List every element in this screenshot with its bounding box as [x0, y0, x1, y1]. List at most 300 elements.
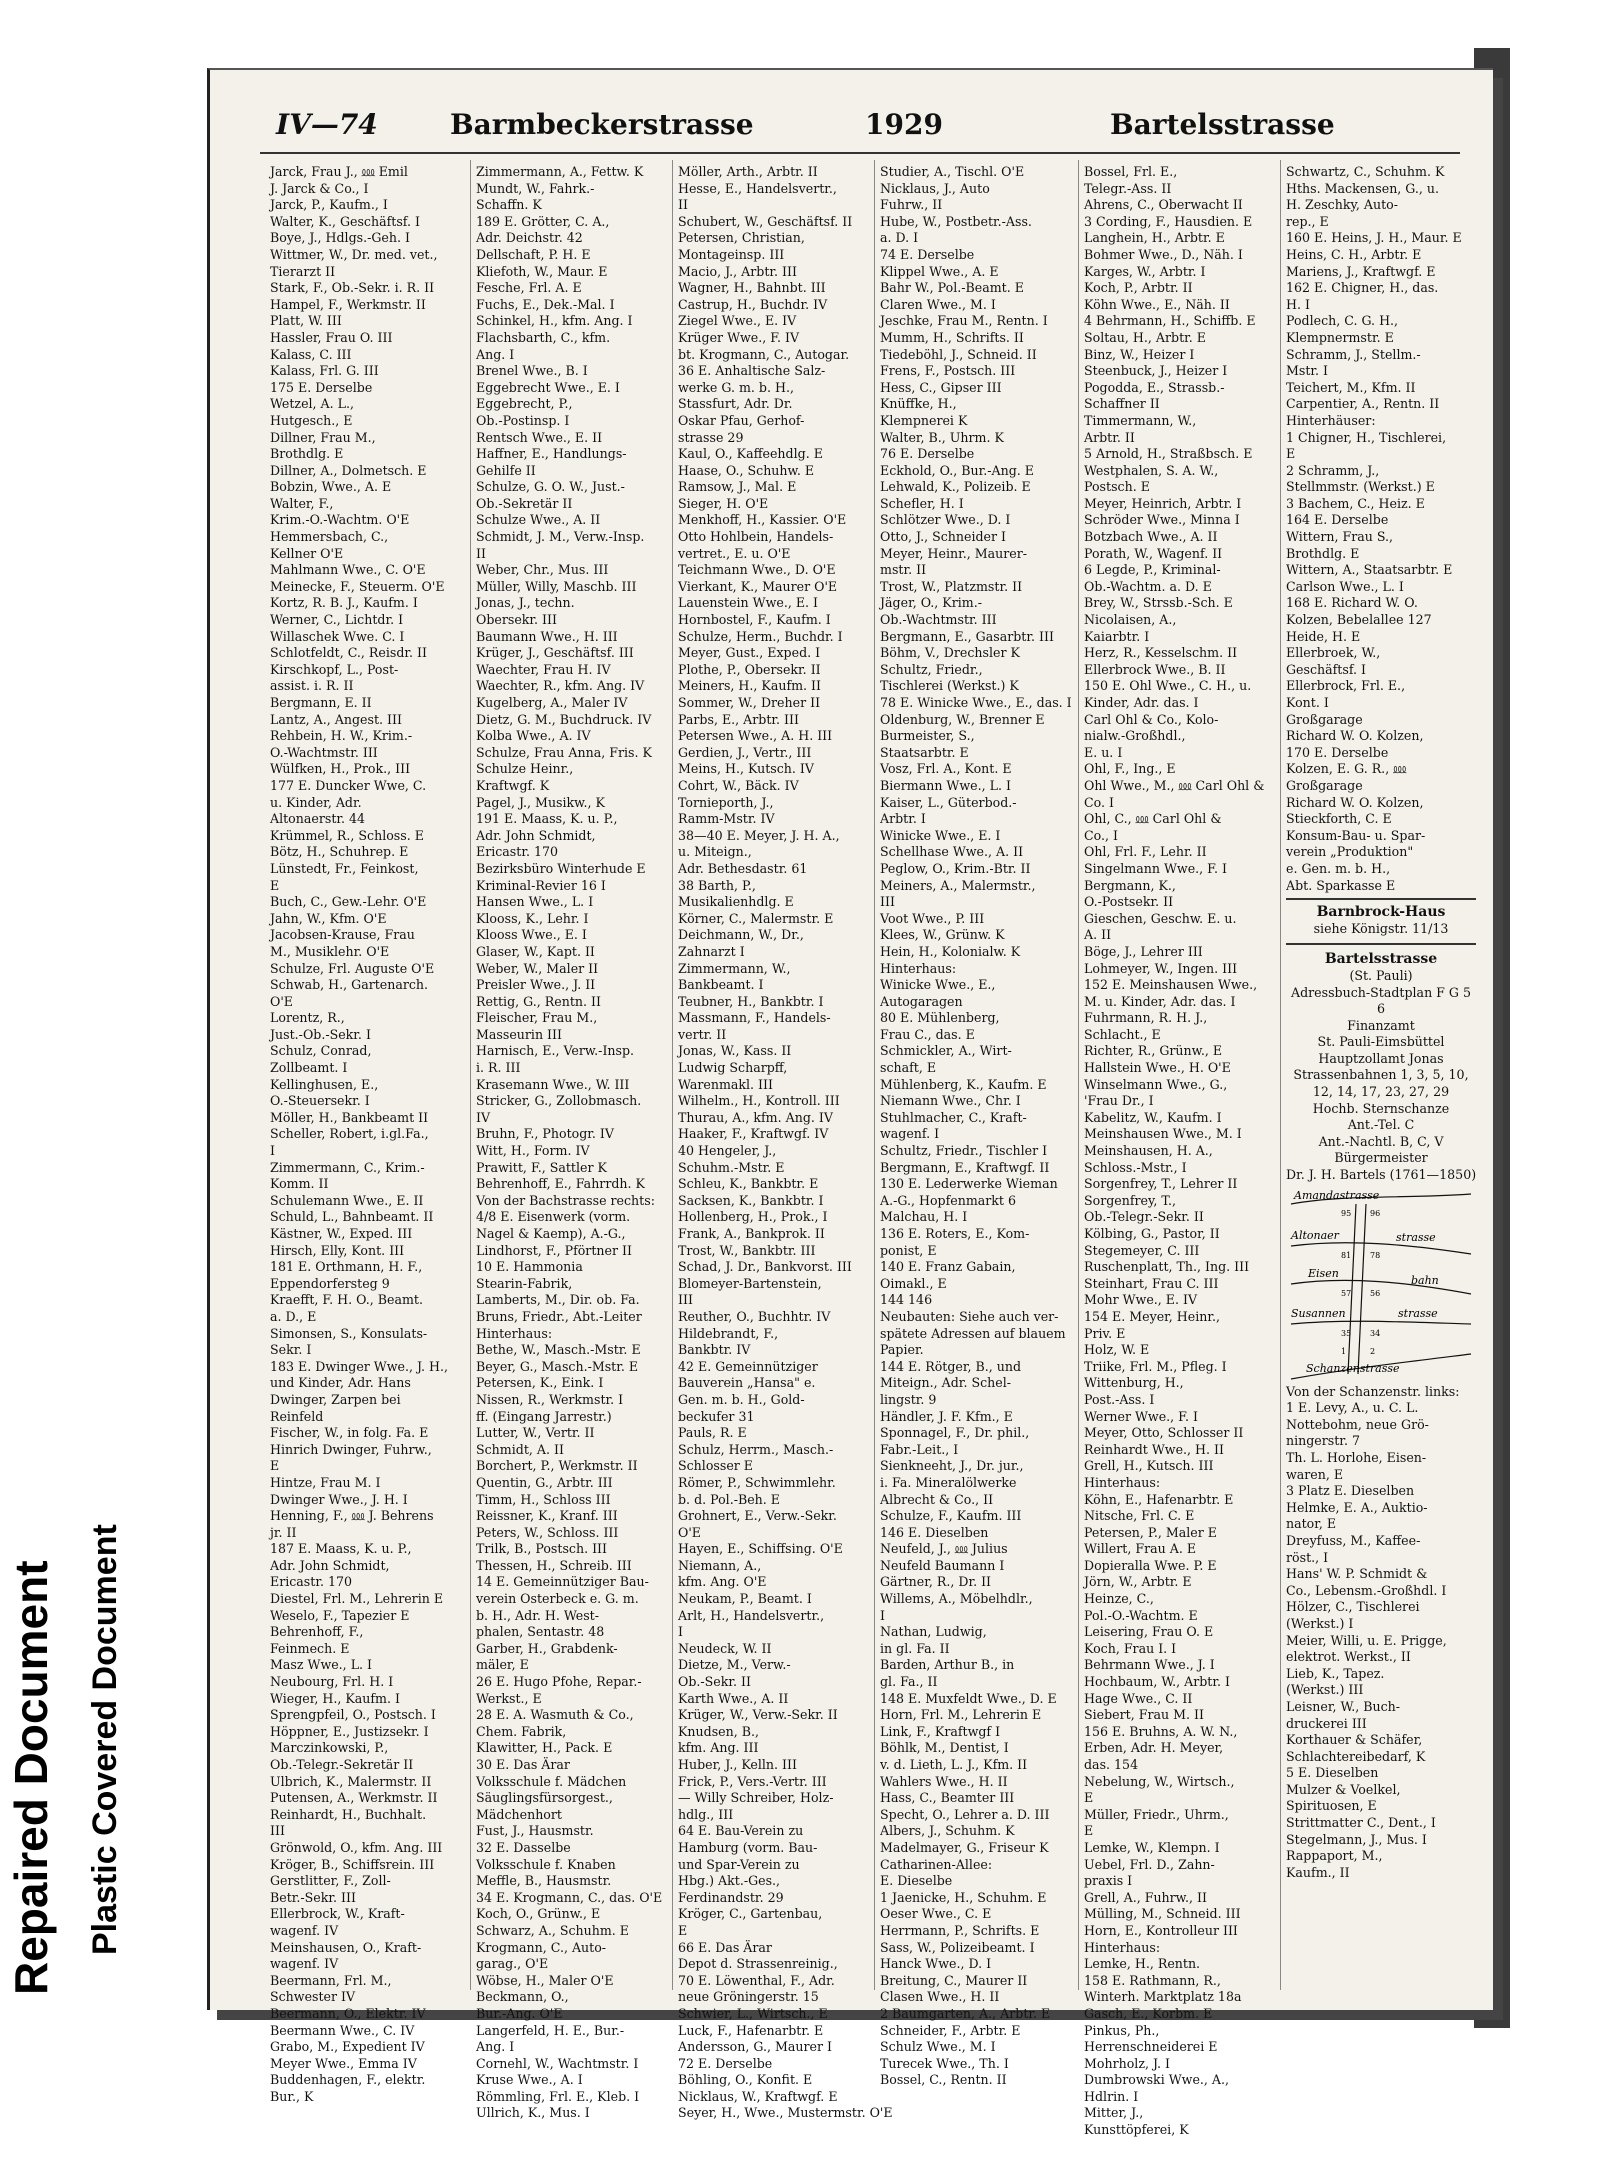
directory-entry: 34 E. Krogmann, C., das. O'E — [476, 1889, 663, 1905]
directory-entry: II — [678, 197, 688, 213]
directory-entry: Römer, P., Schwimmlehr. — [678, 1474, 836, 1490]
directory-entry: Zahnarzt I — [678, 943, 745, 959]
directory-entry: Dopieralla Wwe. P. E — [1084, 1557, 1217, 1573]
directory-entry: Oimakl., E — [880, 1275, 947, 1291]
directory-entry: Co., I — [1084, 827, 1118, 843]
directory-entry: Leisering, Frau O. E — [1084, 1624, 1214, 1640]
directory-entry: Geschäftsf. I — [1286, 661, 1367, 677]
directory-entry: Deichmann, W., Dr., — [678, 927, 804, 943]
directory-entry: Hayen, E., Schiffsing. O'E — [678, 1541, 843, 1557]
bartels-info-line: Finanzamt — [1347, 1017, 1415, 1033]
directory-entry: Dillner, A., Dolmetsch. E — [270, 462, 427, 478]
directory-entry: 150 E. Ohl Wwe., C. H., u. — [1084, 678, 1252, 694]
bartels-info-line: St. Pauli-Eimsbüttel — [1317, 1034, 1445, 1050]
directory-entry: Obersekr. III — [476, 612, 557, 628]
directory-entry: Hassler, Frau O. III — [270, 329, 393, 345]
directory-entry: Lohmeyer, W., Ingen. III — [1084, 960, 1238, 976]
directory-entry: Kalass, C. III — [270, 346, 352, 362]
directory-entry: Ahrens, C., Oberwacht II — [1084, 197, 1243, 213]
directory-entry: Behrenhoff, F., — [270, 1624, 364, 1640]
directory-entry: Feinmech. E — [270, 1640, 350, 1656]
directory-entry: Wagner, H., Bahnbt. III — [678, 280, 826, 296]
directory-entry: E — [270, 1458, 280, 1474]
directory-entry: 168 E. Richard W. O. — [1286, 595, 1418, 611]
map-number: 34 — [1370, 1328, 1381, 1338]
directory-entry: Lünstedt, Fr., Feinkost, — [270, 860, 419, 876]
directory-entry: Klippel Wwe., A. E — [880, 263, 999, 279]
directory-entry: Hampel, F., Werkmstr. II — [270, 296, 426, 312]
directory-entry: Meiners, A., Malermstr., — [880, 877, 1036, 893]
directory-entry: ponist, E — [880, 1242, 937, 1258]
directory-entry: Ohl, F., Ing., E — [1084, 761, 1176, 777]
directory-entry: nator, E — [1286, 1516, 1337, 1532]
directory-entry: I — [678, 1624, 683, 1640]
directory-entry: Meins, H., Kutsch. IV — [678, 761, 814, 777]
directory-entry: Stegelmann, J., Mus. I — [1286, 1831, 1427, 1847]
directory-entry: Hinterhäuser: — [1286, 412, 1376, 428]
map-number: 2 — [1370, 1346, 1376, 1356]
directory-entry: Wieger, H., Kaufm. I — [270, 1690, 400, 1706]
directory-entry: Köhn Wwe., E., Näh. II — [1084, 296, 1230, 312]
directory-entry: Witt, H., Form. IV — [476, 1143, 590, 1159]
bartels-info-line: Ant.-Tel. C — [1347, 1117, 1415, 1133]
directory-entry: O.-Steuersekr. I — [270, 1093, 370, 1109]
directory-entry: Tiedeböhl, J., Schneid. II — [880, 346, 1037, 362]
directory-entry: Herrenschneiderei E — [1084, 2039, 1218, 2055]
directory-entry: 40 Hengeler, J., — [678, 1143, 777, 1159]
directory-entry: 26 E. Hugo Pfohe, Repar.- — [476, 1674, 642, 1690]
directory-entry: Masseurin III — [476, 1026, 562, 1042]
directory-entry: Meyer Wwe., Emma IV — [270, 2055, 417, 2071]
directory-entry: Schwier, L., Wirtsch., E — [678, 2005, 828, 2021]
directory-entry: Meinecke, F., Steuerm. O'E — [270, 578, 445, 594]
directory-entry: a. D. I — [880, 230, 919, 246]
directory-entry: Ulbrich, K., Malermstr. II — [270, 1773, 432, 1789]
directory-entry: Wetzel, A. L., — [270, 396, 355, 412]
directory-entry: Schloss.-Mstr., I — [1084, 1159, 1187, 1175]
barnbrock-reference: siehe Königstr. 11/13 — [1313, 920, 1449, 936]
directory-entry: Arbtr. II — [1084, 429, 1135, 445]
directory-entry: Kalass, Frl. G. III — [270, 363, 379, 379]
directory-entry: Wöbse, H., Maler O'E — [476, 1972, 614, 1988]
directory-entry: Wahlers Wwe., H. II — [880, 1773, 1008, 1789]
directory-entry: H. Zeschky, Auto- — [1286, 197, 1399, 213]
directory-entry: M. u. Kinder, Adr. das. I — [1084, 993, 1236, 1009]
directory-entry: Klooss, K., Lehr. I — [476, 910, 589, 926]
directory-entry: Zimmermann, W., — [678, 960, 791, 976]
directory-entry: Kaiarbtr. I — [1084, 628, 1150, 644]
directory-entry: Grell, H., Kutsch. III — [1084, 1458, 1214, 1474]
directory-entry: Pogodda, E., Strassb.- — [1084, 379, 1225, 395]
directory-entry: Müller, Willy, Maschb. III — [476, 578, 637, 594]
directory-entry: Meinshausen, H. A., — [1084, 1143, 1213, 1159]
directory-entry: Quentin, G., Arbtr. III — [476, 1474, 613, 1490]
directory-entry: Fust, J., Hausmstr. — [476, 1823, 594, 1839]
directory-entry: Haaker, F., Kraftwgf. IV — [678, 1126, 829, 1142]
plastic-covered-label: Plastic Covered Document — [86, 1524, 124, 1955]
directory-entry: A.-G., Hopfenmarkt 6 — [880, 1192, 1017, 1208]
directory-entry: Just.-Ob.-Sekr. I — [270, 1026, 371, 1042]
directory-entry: 28 E. A. Wasmuth & Co., — [476, 1707, 634, 1723]
directory-entry: Höppner, E., Justizsekr. I — [270, 1723, 429, 1739]
header-rule — [260, 152, 1460, 154]
directory-entry: Meiners, H., Kaufm. II — [678, 678, 822, 694]
listing-column-4 — [880, 164, 1072, 2088]
directory-entry: Römmling, Frl. E., Kleb. I — [476, 2088, 640, 2104]
directory-entry: Arbtr. I — [880, 811, 926, 827]
directory-entry: Binz, W., Heizer I — [1084, 346, 1195, 362]
directory-entry: Schwab, H., Gartenarch. — [270, 977, 429, 993]
directory-entry: Stegemeyer, C. III — [1084, 1242, 1200, 1258]
directory-entry: Von der Schanzenstr. links: — [1286, 1383, 1460, 1399]
directory-entry: Carlson Wwe., L. I — [1286, 578, 1404, 594]
directory-entry: 2 Baumgarten, A., Arbtr. E — [880, 2005, 1051, 2021]
directory-entry: Wittmer, W., Dr. med. vet., — [270, 246, 438, 262]
directory-entry: Winicke Wwe., E. I — [880, 827, 1001, 843]
map-number: 78 — [1370, 1250, 1381, 1260]
directory-entry: Dietz, G. M., Buchdruck. IV — [476, 711, 652, 727]
directory-entry: Boye, J., Hdlgs.-Geh. I — [270, 230, 410, 246]
directory-entry: Andersson, G., Maurer I — [678, 2039, 832, 2055]
directory-entry: Wilhelm., H., Kontroll. III — [678, 1093, 840, 1109]
directory-entry: Hölzer, C., Tischlerei — [1286, 1599, 1420, 1615]
map-label: bahn — [1411, 1273, 1439, 1287]
bartels-info-line: 12, 14, 17, 23, 27, 29 — [1312, 1084, 1450, 1100]
bartels-info-line: Strassenbahnen 1, 3, 5, 10, — [1293, 1067, 1469, 1083]
directory-entry: Mitter, J., — [1084, 2105, 1144, 2121]
directory-entry: 136 E. Roters, E., Kom- — [880, 1226, 1030, 1241]
directory-entry: Kirschkopf, L., Post- — [270, 661, 399, 677]
bartels-info-line: Hauptzollamt Jonas — [1318, 1050, 1444, 1066]
bartels-info-line: (St. Pauli) — [1349, 967, 1413, 983]
directory-entry: Telegr.-Ass. II — [1084, 180, 1172, 196]
directory-entry: Kellinghusen, E., — [270, 1076, 379, 1092]
directory-entry: Hinterhaus: — [1084, 1939, 1161, 1955]
directory-entry: 14 E. Gemeinnütziger Bau- — [476, 1574, 649, 1590]
directory-entry: Volksschule f. Knaben — [476, 1856, 616, 1872]
barnbrock-heading: Barnbrock-Haus — [1316, 904, 1446, 921]
map-label: Altonaer — [1291, 1228, 1339, 1242]
directory-entry: Reinhardt, H., Buchhalt. — [270, 1806, 427, 1822]
directory-entry: Knudsen, B., — [678, 1723, 759, 1739]
directory-entry: III — [880, 894, 895, 910]
directory-entry: Bergmann, K., — [1084, 877, 1176, 893]
directory-entry: Hass, C., Beamter III — [880, 1790, 1015, 1806]
directory-entry: Säuglingsfürsorgest., — [476, 1790, 613, 1806]
directory-entry: Schlotfeldt, C., Reisdr. II — [270, 645, 428, 661]
directory-entry: Depot d. Strassenreinig., — [678, 1956, 838, 1972]
directory-entry: Böge, J., Lehrer III — [1084, 943, 1203, 959]
directory-entry: 72 E. Derselbe — [678, 2055, 773, 2071]
directory-entry: Heinze, C., — [1084, 1591, 1154, 1607]
directory-entry: Neubourg, Frl. H. I — [270, 1674, 394, 1690]
page-number: IV—74 — [276, 108, 378, 141]
directory-entry: Hallstein Wwe., H. O'E — [1084, 1060, 1231, 1076]
directory-entry: Jäger, O., Krim.- — [880, 595, 982, 611]
directory-entry: strasse 29 — [678, 429, 744, 445]
directory-entry: 130 E. Lederwerke Wieman — [880, 1176, 1058, 1192]
directory-entry: Schad, J. Dr., Bankvorst. III — [678, 1259, 852, 1275]
directory-entry: 175 E. Derselbe — [270, 379, 373, 395]
directory-entry: Oeser Wwe., C. E — [880, 1906, 992, 1922]
directory-entry: Staatsarbtr. E — [880, 744, 969, 760]
directory-entry: Stieckforth, C. E — [1286, 811, 1392, 827]
directory-entry: Ullrich, K., Mus. I — [476, 2105, 590, 2121]
directory-entry: Klooss Wwe., E. I — [476, 927, 587, 943]
directory-entry: Baumann Wwe., H. III — [476, 628, 618, 644]
directory-entry: Tierarzt II — [270, 263, 336, 279]
directory-entry: Ob.-Sekretär II — [476, 495, 573, 511]
directory-entry: Dumbrowski Wwe., A., — [1084, 2072, 1230, 2088]
directory-entry: Bankbtr. IV — [678, 1342, 751, 1358]
directory-entry: Adr. Bethesdastr. 61 — [678, 860, 808, 876]
directory-entry: Dillner, Frau M., — [270, 429, 376, 445]
directory-entry: Garber, H., Grabdenk- — [476, 1640, 618, 1656]
directory-entry: Grell, A., Fuhrw., II — [1084, 1889, 1207, 1905]
directory-entry: Klawitter, H., Pack. E — [476, 1740, 613, 1756]
directory-entry: Langhein, H., Arbtr. E — [1084, 230, 1225, 246]
directory-entry: Sponnagel, F., Dr. phil., — [880, 1425, 1030, 1441]
bartels-info-line: Dr. J. H. Bartels (1761—1850) — [1286, 1167, 1477, 1183]
directory-entry: Walter, K., Geschäftsf. I — [270, 213, 420, 229]
street-map-graphic — [1286, 1184, 1476, 1384]
directory-entry: Großgarage — [1286, 777, 1363, 793]
directory-entry: E — [1084, 1823, 1094, 1839]
directory-entry: Lehwald, K., Polizeib. E — [880, 479, 1031, 495]
directory-entry: Schultz, Friedr., Tischler I — [880, 1143, 1048, 1159]
directory-entry: b. H., Adr. H. West- — [476, 1607, 599, 1623]
directory-entry: Postsch. E — [1084, 479, 1150, 495]
directory-entry: assist. i. R. II — [270, 678, 354, 694]
directory-entry: Krüger Wwe., F. IV — [678, 329, 800, 345]
directory-entry: 156 E. Bruhns, A. W. N., — [1084, 1723, 1238, 1739]
directory-entry: O.-Postsekr. II — [1084, 894, 1174, 910]
map-label: Susannen — [1291, 1306, 1346, 1320]
directory-entry: Petersen Wwe., A. H. III — [678, 728, 833, 744]
directory-entry: Westphalen, S. A. W., — [1084, 462, 1219, 478]
directory-entry: Harnisch, E., Verw.-Insp. — [476, 1043, 635, 1059]
directory-entry: Hollenberg, H., Prok., I — [678, 1209, 828, 1225]
directory-entry: das. 154 — [1084, 1757, 1139, 1772]
bartels-info-line: Bürgermeister — [1334, 1150, 1428, 1166]
directory-entry: J. Jarck & Co., I — [270, 180, 369, 196]
directory-entry: Nicklaus, J., Auto — [880, 180, 990, 196]
directory-entry: Schulze, F., Kaufm. III — [880, 1508, 1022, 1524]
directory-entry: rep., E — [1286, 213, 1329, 229]
directory-entry: Stuhlmacher, C., Kraft- — [880, 1109, 1027, 1125]
directory-entry: Timmermann, W., — [1084, 412, 1197, 428]
directory-entry: Ohl Wwe., M., ⅏ Carl Ohl & — [1084, 777, 1265, 793]
map-number: 96 — [1370, 1208, 1381, 1218]
directory-entry: 76 E. Derselbe — [880, 446, 975, 462]
directory-entry: 148 E. Muxfeldt Wwe., D. E — [880, 1690, 1057, 1706]
directory-entry: Ellerbrock, Frl. E., — [1286, 678, 1406, 694]
directory-entry: Stricker, G., Zollobmasch. — [476, 1093, 642, 1109]
directory-entry: Sorgenfrey, T., — [1084, 1192, 1176, 1208]
directory-entry: Cornehl, W., Wachtmstr. I — [476, 2055, 639, 2071]
directory-entry: Schulze Heinr., — [476, 761, 574, 777]
directory-entry: Oldenburg, W., Brenner E — [880, 711, 1045, 727]
directory-entry: Buddenhagen, F., elektr. — [270, 2072, 426, 2088]
directory-entry: Jeschke, Frau M., Rentn. I — [880, 313, 1048, 329]
directory-entry: Breitung, C., Maurer II — [880, 1972, 1028, 1988]
directory-entry: Sommer, W., Dreher II — [678, 695, 821, 710]
directory-entry: Studier, A., Tischl. O'E — [880, 164, 1025, 179]
directory-entry: Ferdinandstr. 29 — [678, 1889, 784, 1905]
directory-entry: Schinkel, H., kfm. Ang. I — [476, 313, 633, 329]
directory-entry: Ziegel Wwe., E. IV — [678, 313, 797, 329]
directory-entry: Böhm, V., Drechsler K — [880, 645, 1020, 661]
directory-entry: Niemann Wwe., Chr. I — [880, 1093, 1021, 1109]
directory-entry: Hein, H., Kolonialw. K — [880, 943, 1021, 959]
directory-entry: Ruschenplatt, Th., Ing. III — [1084, 1259, 1250, 1275]
directory-entry: 38—40 E. Meyer, J. H. A., — [678, 827, 840, 843]
directory-entry: Schubert, W., Geschäftsf. II — [678, 213, 853, 229]
directory-entry: Komm. II — [270, 1176, 329, 1192]
directory-entry: Köhn, E., Hafenarbtr. E — [1084, 1491, 1234, 1507]
directory-entry: Weber, W., Maler II — [476, 960, 599, 976]
directory-entry: vertr. II — [678, 1026, 727, 1042]
directory-entry: Meier, Willi, u. E. Prigge, — [1286, 1632, 1447, 1648]
directory-entry: Peglow, O., Krim.-Btr. II — [880, 860, 1031, 876]
directory-entry: 189 E. Grötter, C. A., — [476, 213, 610, 229]
directory-entry: Sekr. I — [270, 1342, 312, 1358]
map-number: 56 — [1370, 1288, 1381, 1298]
directory-entry: Müller, Friedr., Uhrm., — [1084, 1806, 1229, 1822]
directory-entry: Fleischer, Frau M., — [476, 1010, 598, 1026]
directory-entry: u. Kinder, Adr. — [270, 794, 362, 810]
directory-entry: Steinhart, Frau C. III — [1084, 1275, 1219, 1291]
directory-entry: Jonas, J., techn. — [476, 595, 575, 611]
directory-entry: E — [678, 1922, 688, 1938]
directory-entry: 5 E. Dieselben — [1286, 1765, 1379, 1781]
directory-entry: neue Gröningerstr. 15 — [678, 1989, 819, 2005]
repaired-document-label: Repaired Document — [5, 1560, 57, 1995]
directory-entry: Brothdlg. E — [270, 446, 344, 462]
directory-entry: Schlosser E — [678, 1458, 753, 1474]
directory-entry: Korthauer & Schäfer, — [1286, 1732, 1423, 1748]
directory-entry: 4 Behrmann, H., Schiffb. E — [1084, 313, 1256, 329]
directory-entry: Hube, W., Postbetr.-Ass. — [880, 213, 1032, 229]
map-road — [1291, 1242, 1471, 1253]
directory-entry: schaft, E — [880, 1060, 937, 1076]
directory-entry: Böhlk, M., Dentist, I — [880, 1740, 1009, 1756]
directory-entry: Nottebohm, neue Grö- — [1286, 1416, 1429, 1432]
directory-entry: Bruhn, F., Photogr. IV — [476, 1126, 614, 1142]
directory-entry: Schwester IV — [270, 1989, 356, 2005]
directory-entry: Huber, J., Kelln. III — [678, 1757, 797, 1772]
directory-entry: Schlachtereibedarf, K — [1286, 1748, 1426, 1764]
directory-entry: Trost, W., Bankbtr. III — [678, 1242, 816, 1258]
directory-entry: III — [678, 1292, 693, 1308]
directory-entry: 187 E. Maass, K. u. P., — [270, 1541, 412, 1557]
directory-entry: Teubner, H., Bankbtr. I — [678, 993, 824, 1009]
directory-entry: Kraftwgf. K — [476, 777, 550, 793]
directory-entry: 3 Bachem, C., Heiz. E — [1286, 495, 1425, 511]
directory-entry: i. R. III — [476, 1060, 521, 1076]
directory-entry: Gasch, E., Korbm. E — [1084, 2005, 1213, 2021]
directory-entry: Langerfeld, H. E., Bur.- — [476, 2022, 625, 2038]
directory-entry: Meyer, Heinr., Maurer- — [880, 545, 1028, 561]
directory-entry: Möller, H., Bankbeamt II — [270, 1109, 429, 1125]
directory-entry: Fuhrmann, R. H. J., — [1084, 1010, 1208, 1026]
directory-entry: E — [270, 877, 280, 893]
directory-entry: Sorgenfrey, T., Lehrer II — [1084, 1176, 1238, 1192]
directory-entry: Trilk, B., Postsch. III — [476, 1541, 608, 1557]
directory-entry: Jarck, Frau J., ⅏ Emil — [270, 164, 408, 179]
directory-entry: Herz, R., Kesselschm. II — [1084, 645, 1238, 661]
directory-entry: Neubauten: Siehe auch ver- — [880, 1308, 1059, 1324]
directory-entry: Mädchenhort — [476, 1806, 562, 1822]
directory-entry: Werner Wwe., F. I — [1084, 1408, 1198, 1424]
directory-entry: Bethe, W., Masch.-Mstr. E — [476, 1342, 641, 1358]
directory-entry: Kröger, B., Schiffsrein. III — [270, 1856, 435, 1872]
directory-entry: Dietze, M., Verw.- — [678, 1657, 791, 1673]
directory-entry: Kästner, W., Exped. III — [270, 1226, 413, 1241]
directory-entry: Fuhrw., II — [880, 197, 943, 213]
directory-entry: Bur.-Ang. O'E — [476, 2005, 563, 2021]
directory-entry: IV — [476, 1109, 491, 1125]
schanzen-list — [1286, 1384, 1476, 1882]
directory-entry: III — [270, 1823, 285, 1839]
directory-entry: Stassfurt, Adr. Dr. — [678, 396, 793, 412]
directory-entry: mäler, E — [476, 1657, 529, 1673]
directory-entry: Mohr Wwe., E. IV — [1084, 1292, 1198, 1308]
directory-entry: 66 E. Das Ärar — [678, 1939, 772, 1955]
directory-entry: Hess, C., Gipser III — [880, 379, 1002, 395]
map-label: Eisen — [1308, 1266, 1339, 1280]
directory-entry: Blomeyer-Bartenstein, — [678, 1275, 822, 1291]
section-rule — [1286, 898, 1476, 900]
directory-entry: Betr.-Sekr. III — [270, 1889, 356, 1905]
directory-entry: Frick, P., Vers.-Vertr. III — [678, 1773, 827, 1789]
directory-entry: Beckmann, O., — [476, 1989, 569, 2005]
directory-entry: Dellschaft, P. H. E — [476, 246, 591, 262]
directory-entry: wagenf. IV — [270, 1922, 339, 1938]
column-divider — [672, 160, 673, 1990]
directory-entry: Beyer, G., Masch.-Mstr. E — [476, 1358, 639, 1374]
directory-entry: Schwarz, A., Schuhm. E — [476, 1922, 630, 1938]
directory-entry: Schulz, Conrad, — [270, 1043, 372, 1059]
directory-entry: Vierkant, K., Maurer O'E — [678, 578, 838, 594]
directory-entry: Kaul, O., Kaffeehdlg. E — [678, 446, 823, 462]
directory-entry: Schellhase Wwe., A. II — [880, 844, 1024, 860]
directory-entry: werke G. m. b. H., — [678, 379, 794, 395]
directory-entry: Adr. John Schmidt, — [270, 1557, 390, 1573]
directory-entry: A. II — [1084, 927, 1112, 943]
directory-entry: Neufeld, J., ⅏ Julius — [880, 1541, 1008, 1557]
directory-entry: Rehbein, H. W., Krim.- — [270, 728, 413, 744]
directory-entry: Eggebrecht Wwe., E. I — [476, 379, 620, 395]
directory-entry: O.-Wachtmstr. III — [270, 744, 378, 760]
page-header — [210, 108, 1493, 152]
directory-entry: Mumm, H., Schrifts. II — [880, 329, 1024, 345]
directory-entry: Warenmakl. III — [678, 1076, 773, 1092]
directory-entry: Mundt, W., Fahrk.- — [476, 180, 595, 196]
map-label: Amandastrasse — [1294, 1188, 1380, 1202]
directory-entry: Bobzin, Wwe., A. E — [270, 479, 392, 495]
directory-entry: E — [1084, 1790, 1094, 1806]
directory-entry: Ob.-Postinsp. I — [476, 412, 570, 428]
directory-entry: a. D., E — [270, 1308, 317, 1324]
directory-entry: Spirituosen, E — [1286, 1798, 1377, 1814]
directory-entry: Beermann Wwe., C. IV — [270, 2022, 415, 2038]
directory-entry: Petersen, P., Maler E — [1084, 1524, 1217, 1540]
bartels-info-line: Adressbuch-Stadtplan F G 5 — [1291, 984, 1471, 1000]
directory-entry: Bauverein „Hansa" e. — [678, 1375, 816, 1391]
directory-entry: Heide, H. E — [1286, 628, 1361, 644]
directory-entry: Schaffn. K — [476, 197, 542, 213]
